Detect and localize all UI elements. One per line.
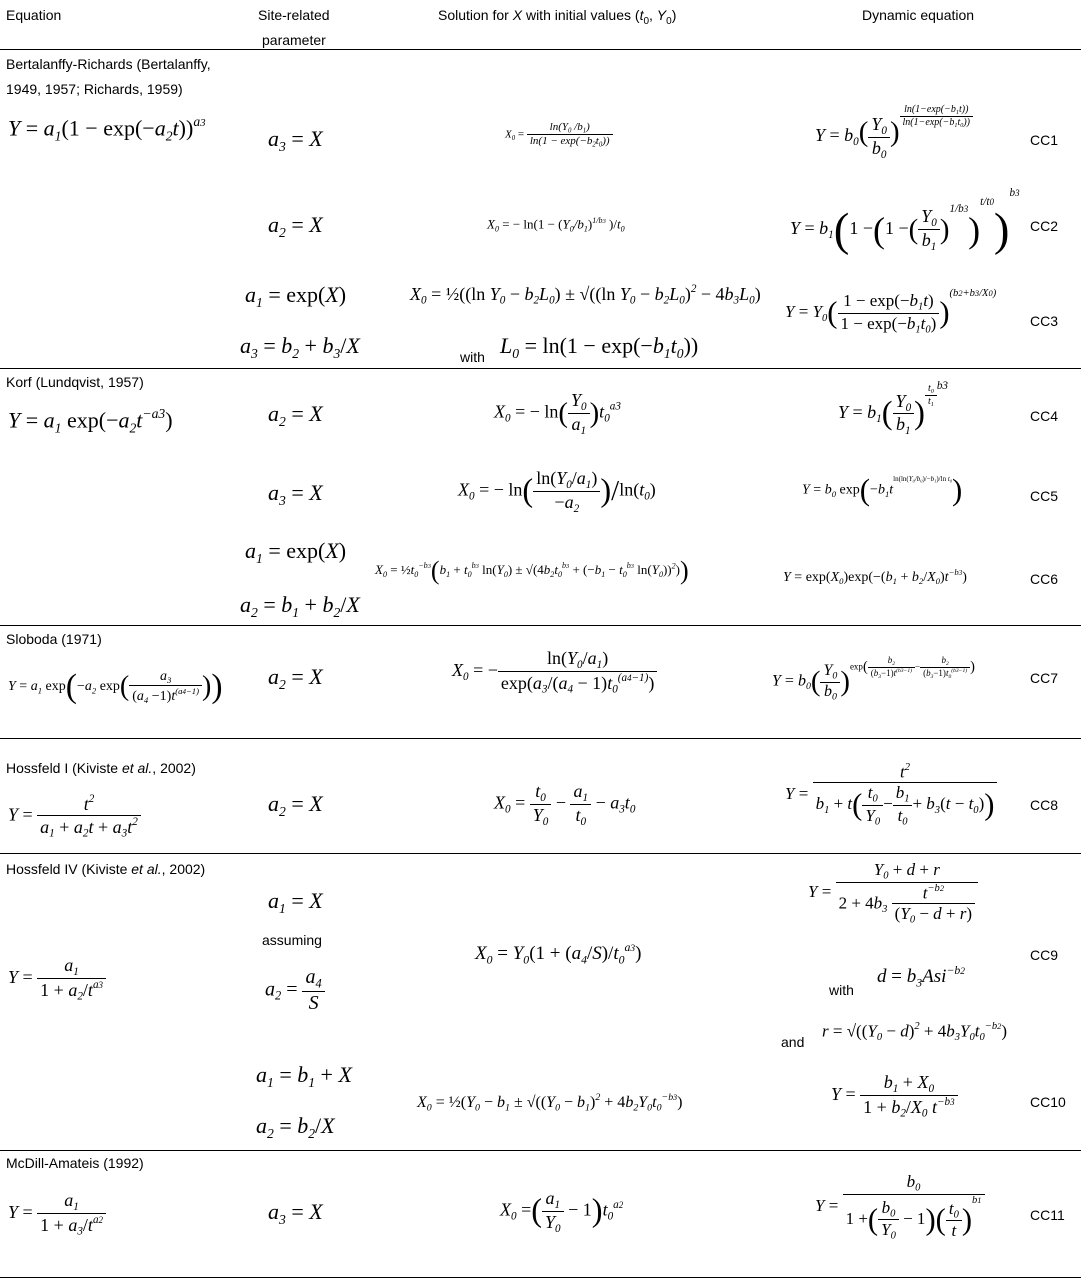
site-param-cc10-a: $a_1 = b_1 + X$ [256, 1062, 352, 1090]
word-assuming: assuming [262, 932, 322, 948]
section-hossfeld4: Hossfeld IV (Kiviste et al., 2002) [6, 861, 206, 877]
section-mcdill: McDill-Amateis (1992) [6, 1155, 144, 1171]
section-sloboda: Sloboda (1971) [6, 631, 102, 647]
site-param-cc7: $a_2 = X$ [268, 664, 323, 692]
header-site-line2: parameter [262, 32, 326, 48]
equation-korf: $Y = a_1$ $\exp(-a_2t^{-a3})$ [8, 406, 173, 436]
section-bertalanffy-line2: 1949, 1957; Richards, 1959) [6, 81, 183, 97]
site-param-cc6-b: $a_2 = b_1 + b_2/X$ [240, 592, 360, 620]
rule-korf [0, 368, 1081, 369]
equation-hossfeld1: Y = $\frac{t^2}{a_1 + a_2t + a_3t^2}$ [8, 793, 141, 839]
header-site-line1: Site-related [258, 7, 330, 23]
equation-bertalanffy: $Y = a_1(1 - \exp(-a_2t))^{a3}$ [8, 114, 206, 144]
dynamic-cc9-r: $r = √((Y_0 - d)^2 + 4b_3Y_0t_0^{-b2})$ [822, 1021, 1007, 1044]
rule-hossfeld1 [0, 738, 1081, 739]
site-param-cc9-b: $a_2$ = $\frac{a_4}{S}$ [265, 966, 325, 1015]
solution-cc1: $X_0$ = $\frac{\ln(Y_0 /b_1)}{\ln(1 - \exp(-b_2t_0))}$ [505, 121, 613, 149]
header-equation: Equation [6, 7, 62, 23]
solution-cc8: $X_0$ = $\frac{t_0}{Y_0}$ − $\frac{a_1}{t_0}$ − $a_3t_0$ [494, 781, 636, 828]
header-rule [0, 49, 1081, 50]
equation-code-cc3: CC3 [1030, 313, 1059, 329]
solution-cc11: $X_0$ =( $\frac{a_1}{Y_0}$ − $1)t_0^{a2}$ [500, 1188, 624, 1235]
dynamic-cc8: Y = $t^2$ $b_1 + t$( $\frac{t_0}{Y_0}$ − $\frac{b_1}{t_0}$ + $b_3(t - t_0)$) [785, 762, 997, 828]
equation-sloboda: $Y = a_1$ $\exp(-a_2$ exp( $\frac{a_3}{(a_4 -1)t^{(a4-1)}}$ )) [8, 668, 223, 706]
solution-cc10: $X_0$ = $\frac{1}{2}(Y_0 - b_1 \pm √((Y_0 - b_1)^2 + 4b_2Y_0t_0^{-b3})$ [417, 1092, 683, 1114]
dynamic-cc6: $Y = \exp(X_0)\exp(-(b_1 + b_2/X_0)t^{-b3})$ [783, 567, 967, 587]
equation-mcdill: Y = $\frac{a_1}{1 + a_3/t^{a2}}$ [8, 1190, 106, 1238]
equation-code-cc4: CC4 [1030, 408, 1059, 424]
dynamic-cc3: $Y = Y_0$( $\frac{1 - \exp(-b_1t)}{1 - \exp(-b_1t_0)}$ )$^{(b2+b3/X0)}$ [785, 288, 997, 336]
dynamic-cc4: $Y = b_1$( $\frac{Y_0}{b_1}$ ) $\frac{t_0}{t_1}$ $^{b3}$ [838, 380, 948, 438]
rule-bottom [0, 1277, 1081, 1278]
solution-cc3: $X_0$ = ½((ln $Y_0 - b_2L_0) \pm √((\ln$ $Y_0 - b_2L_0)^2 - 4b_3L_0$) [410, 283, 761, 307]
solution-cc7: $X_0$ = − $\frac{\ln(Y_0/a_1)}{\exp(a_3/(a_4 - 1)t_0^{(a4-1)})}$ [452, 648, 657, 696]
equation-code-cc7: CC7 [1030, 670, 1059, 686]
dynamic-cc10: Y = $\frac{b_1 + X_0}{1 + b_2/X_0 t^{-b3}}$ [831, 1072, 958, 1120]
equation-code-cc2: CC2 [1030, 218, 1059, 234]
site-param-cc8: $a_2 = X$ [268, 791, 323, 819]
equation-hossfeld4: Y = $\frac{a_1}{1 + a_2/t^{a3}}$ [8, 955, 106, 1003]
section-korf: Korf (Lundqvist, 1957) [6, 374, 144, 390]
dynamic-cc11: Y = $b_0$ 1 +( $\frac{b_0}{Y_0}$ − 1)( $\frac{t_0}{t}$ )$^{b1}$ [815, 1172, 985, 1242]
rule-mcdill [0, 1150, 1081, 1151]
equation-code-cc6: CC6 [1030, 571, 1059, 587]
site-param-cc6-a: $a_1 = \exp(X)$ [245, 538, 347, 566]
site-param-cc2: $a_2 = X$ [268, 212, 323, 240]
solution-cc5: $X_0$ = − ln( $\frac{\ln(Y_0/a_1)}{-a_2}$ )$/\ln(t_0)$ [458, 468, 656, 515]
solution-cc9: $X_0 = Y_0(1 + (a_4/S)/t_0^{a3})$ [475, 941, 642, 967]
site-param-cc11: $a_3 = X$ [268, 1199, 323, 1227]
dynamic-cc9: Y = $Y_0 + d + r$ $2 + 4b_3$ $\frac{t^{-b2}}{(Y_0 - d + r)}$ [808, 860, 978, 926]
dynamic-cc2: $Y = b_1(1 -(1$ −( $\frac{Y_0}{b_1}$ )$^{1/b3}$)$^{t/t0}$)$^{b3}$ [790, 187, 1020, 256]
section-hossfeld1: Hossfeld I (Kiviste et al., 2002) [6, 760, 196, 776]
solution-cc6: $X_0$ = $\frac{1}{2}t_0^{-b3}(b_1 + t_0^{b3}$ $\ln(Y_0) \pm √(4b_2t_0^{b3} + (-b_1 - t_0^{b3}$ $\ln(Y_0))^2$)) [375, 556, 689, 585]
word-with-cc3: with [460, 349, 485, 365]
site-param-cc4: $a_2 = X$ [268, 401, 323, 429]
equation-code-cc1: CC1 [1030, 132, 1059, 148]
word-with-cc9: with [829, 982, 854, 998]
equation-code-cc11: CC11 [1030, 1207, 1065, 1223]
equation-code-cc8: CC8 [1030, 797, 1059, 813]
dynamic-cc7: $Y = b_0$( $\frac{Y_0}{b_0}$ )exp( $\frac{b_2}{(b_3-1)t^{(b3-1)}}$ − $\frac{b_2}{(b_3-1)t_0^{(b3-1)}}$ ) [772, 655, 975, 702]
header-solution: Solution for X with initial values ($t_0$, $Y_0$) [438, 7, 677, 27]
rule-hossfeld4 [0, 853, 1081, 854]
word-and-cc9: and [781, 1034, 805, 1050]
site-param-cc9-a: $a_1 = X$ [268, 888, 323, 916]
site-param-cc10-b: $a_2 = b_2/X$ [256, 1113, 335, 1141]
site-param-cc5: $a_3 = X$ [268, 480, 323, 508]
equation-code-cc9: CC9 [1030, 947, 1059, 963]
site-param-cc3-a: $a_1 = \exp(X)$ [245, 282, 347, 310]
site-param-cc1: $a_3 = X$ [268, 126, 323, 154]
solution-cc2: $X_0$ = − $\ln(1 - (Y_0/b_1)^{1/b3}$ )$/t_0$ [487, 216, 625, 234]
site-param-cc3-b: $a_3 = b_2 + b_3/X$ [240, 333, 360, 361]
header-dynamic: Dynamic equation [862, 7, 975, 23]
solution-cc3-l0: $L_0 = \ln(1 - \exp(-b_1t_0))$ [500, 333, 699, 361]
equation-code-cc10: CC10 [1030, 1094, 1066, 1110]
dynamic-cc9-d: $d = b_3Asi^{-b2}$ [877, 964, 965, 990]
solution-cc4: $X_0$ = − ln( $\frac{Y_0}{a_1}$ )$t_0^{a3}$ [494, 390, 621, 437]
rule-sloboda [0, 625, 1081, 626]
dynamic-cc1: $Y = b_0$( $\frac{Y_0}{b_0}$ ) $\frac{\ln(1-\exp(-b_1t))}{\ln(1-\exp(-b_1t_0))}$ [815, 104, 973, 160]
equation-code-cc5: CC5 [1030, 488, 1059, 504]
section-bertalanffy-line1: Bertalanffy-Richards (Bertalanffy, [6, 56, 211, 72]
dynamic-cc5: $Y = b_0$ $\exp(-b_1t^{ln(ln(Y_0/b_0)/-b_1)/ln t_0})$ [802, 473, 963, 507]
